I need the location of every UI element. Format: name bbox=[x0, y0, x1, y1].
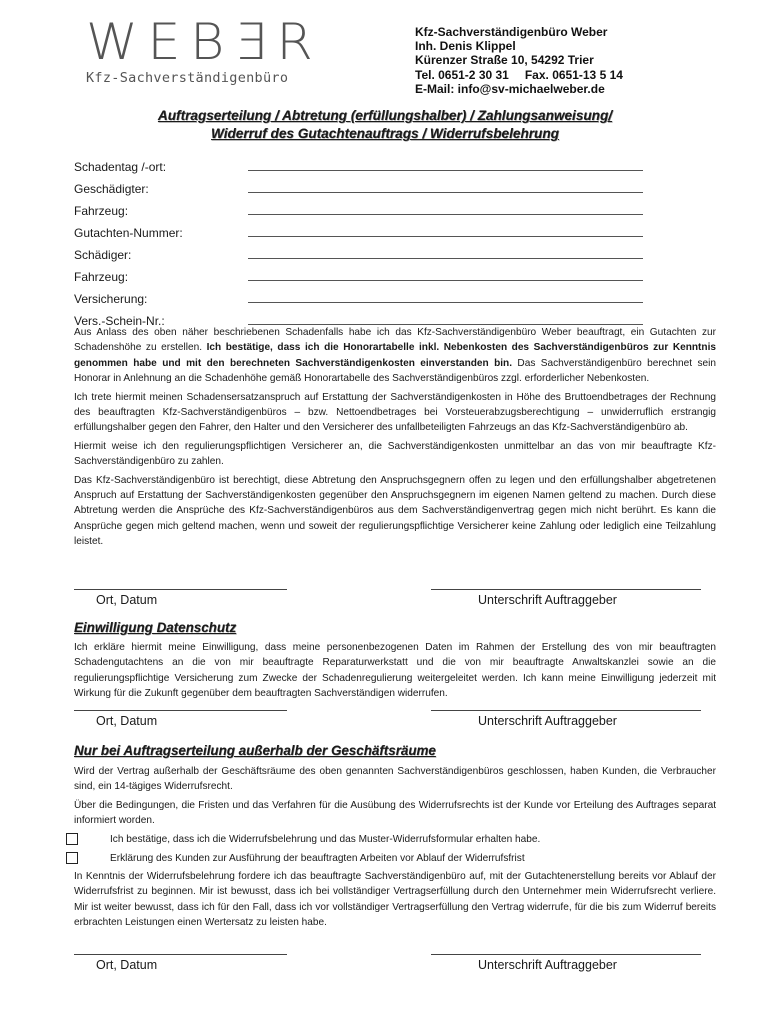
offsite-paragraph-2: Über die Bedingungen, die Fristen und das Verfahren für die Ausübung des Widerrufsrechts ist der Kunde vor Erteilung des Auftrages separat informiert worden. bbox=[74, 799, 716, 827]
paragraph-assignment: Ich trete hiermit meinen Schadensersatzanspruch auf Erstattung der Sachverständigenkosten in Höhe des Bruttoendbetrages der Rechnung des beauftragten Kfz-Sachverständigenbüros – bzw. Nettoendbetrages bei Vorsteuerabzugsberechtigung – unwiderruflich erstrangig erfüllungshalber gegen den Fahrer, den Halter und den Versicherer des unfallbeteiligten Fahrzeugs an das Kfz-Sachverständigenbüro ab. bbox=[74, 391, 716, 434]
text-span: Das Sachverständigenbüro berechnet sein Honorar in Anlehnung an die Schadenhöhe gemäß Honorartabelle des Sachverständigenbüros zzgl. erforderlicher Nebenkosten. bbox=[74, 357, 716, 385]
field-row bbox=[74, 174, 694, 196]
signature-line[interactable] bbox=[431, 589, 701, 590]
field-label: Versicherung: bbox=[74, 292, 148, 306]
field-label: Fahrzeug: bbox=[74, 270, 129, 284]
assignment-text bbox=[74, 325, 716, 553]
field-row bbox=[74, 152, 694, 174]
field-label: Geschädigter: bbox=[74, 182, 149, 196]
text-span-bold: Ich bestätige, dass ich die Honorartabelle inkl. Nebenkosten des Sachverständigenbüros zur Kenntnis genommen habe und mit den berechneten Sachverständigenkosten einverstanden bin. bbox=[74, 342, 716, 369]
title-line-2: Widerruf des Gutachtenauftrags / Widerrufsbelehrung bbox=[211, 126, 559, 141]
signature-row-3 bbox=[74, 954, 704, 984]
confirmation-checkbox[interactable] bbox=[66, 833, 78, 845]
paragraph-payment-instruction: Hiermit weise ich den regulierungspflichtigen Versicherer an, die Sachverständigenkosten unmittelbar an das von mir beauftragte Kfz-Sachverständigenbüro zu zahlen. bbox=[74, 440, 716, 468]
logo-wordmark: WEBƎR bbox=[86, 13, 323, 71]
phone-number: Tel. 0651-2 30 31 bbox=[415, 67, 509, 82]
privacy-text: Ich erkläre hiermit meine Einwilligung, dass meine personenbezogenen Daten im Rahmen der Erstellung des von mir beauftragten Schadengutachtens an die von mir beauftragte Reparaturwerkstatt und die von mir beauftragte Anwaltskanzlei sowie an die regulierungspflichtige Versicherung zum Zwecke der Schadenregulierung weitergeleitet werden. Ich kann meine Einwilligung jederzeit mit Wirkung für die Zukunft gegenüber dem beauftragten Sachverständigen widerrufen. bbox=[74, 642, 716, 700]
field-input-line[interactable] bbox=[248, 202, 643, 215]
street-address: Kürenzer Straße 10, 54292 Trier bbox=[415, 53, 594, 68]
document-title bbox=[0, 107, 770, 143]
field-input-line[interactable] bbox=[248, 312, 643, 325]
field-row bbox=[74, 196, 694, 218]
field-input-line[interactable] bbox=[248, 290, 643, 303]
field-row bbox=[74, 284, 694, 306]
owner-name: Inh. Denis Klippel bbox=[415, 39, 516, 54]
offsite-paragraph-1: Wird der Vertrag außerhalb der Geschäftsräume des oben genannten Sachverständigenbüros geschlossen, haben Kunden, die Verbraucher sind, ein 14-tägiges Widerrufsrecht. bbox=[74, 766, 716, 793]
privacy-text-block bbox=[74, 640, 716, 705]
checkbox-row-2 bbox=[66, 852, 525, 864]
field-input-line[interactable] bbox=[248, 268, 643, 281]
checkbox-label: Ich bestätige, dass ich die Widerrufsbelehrung und das Muster-Widerrufsformular erhalten habe. bbox=[110, 833, 541, 845]
field-label: Gutachten-Nummer: bbox=[74, 226, 183, 240]
offsite-text-block bbox=[74, 764, 716, 832]
place-date-label: Ort, Datum bbox=[96, 958, 158, 972]
checkbox-label: Erklärung des Kunden zur Ausführung der beauftragten Arbeiten vor Ablauf der Widerrufsfrist bbox=[110, 852, 525, 864]
field-row bbox=[74, 218, 694, 240]
field-label: Schädiger: bbox=[74, 248, 132, 262]
contact-phone-row bbox=[415, 68, 623, 82]
place-date-line[interactable] bbox=[74, 954, 287, 955]
privacy-heading: Einwilligung Datenschutz bbox=[74, 620, 237, 635]
paragraph-disclosure: Das Kfz-Sachverständigenbüro ist berechtigt, diese Abtretung den Anspruchsgegnern offen zu legen und den erfüllungshalber abgetretenen Anspruch auf Erstattung der Sachverständigenkosten gegenüber den Anspruchsgegnern im eigenen Namen geltend zu machen. Durch diese Abtretung werden die Ansprüche des Kfz-Sachverständigenbüros aus dem Sachverständigenvertrag gegen mich nicht berührt. Es kann die Ansprüche gegen mich geltend machen, wenn und soweit der regulierungspflichtige Versicherer keine Zahlung oder lediglich eine Teilzahlung leistet. bbox=[74, 474, 716, 548]
email-address: E-Mail: info@sv-michaelweber.de bbox=[415, 81, 605, 96]
company-name: Kfz-Sachverständigenbüro Weber bbox=[415, 25, 608, 39]
place-date-line[interactable] bbox=[74, 589, 287, 590]
offsite-paragraph-3: In Kenntnis der Widerrufsbelehrung fordere ich das beauftragte Sachverständigenbüro auf, mit der Gutachtenerstellung bereits vor Ablauf der Widerrufsfrist zu beginnen. Mir ist bewusst, dass ich bei vollständiger Vertragserfüllung durch den Unternehmer mein Widerrufsrecht verliere. Mir ist weiter bewusst, dass ich für den Fall, dass ich vor vollständiger Vertragserfüllung den Vertrag widerrufe, für die bis zum Widerruf bereits erbrachten Leistungen einen Wertersatz zu leisten habe. bbox=[74, 871, 716, 929]
title-line-1: Auftragserteilung / Abtretung (erfüllungshalber) / Zahlungsanweisung/ bbox=[157, 108, 613, 123]
checkbox-row-1 bbox=[66, 833, 540, 845]
signature-line[interactable] bbox=[431, 710, 701, 711]
field-input-line[interactable] bbox=[248, 158, 643, 171]
field-input-line[interactable] bbox=[248, 224, 643, 237]
offsite-text-block-2 bbox=[74, 869, 716, 934]
early-start-checkbox[interactable] bbox=[66, 852, 78, 864]
text-span: Aus Anlass des oben näher beschriebenen Schadenfalls habe ich das Kfz-Sachverständigenbüro Weber beauftragt, ein Gutachten zur Schadenshöhe zu erstellen. bbox=[74, 327, 716, 354]
client-signature-label: Unterschrift Auftraggeber bbox=[478, 958, 617, 972]
place-date-label: Ort, Datum bbox=[96, 593, 158, 607]
logo-subtitle: Kfz-Sachverständigenbüro bbox=[86, 70, 289, 86]
place-date-line[interactable] bbox=[74, 710, 287, 711]
offsite-heading: Nur bei Auftragserteilung außerhalb der Geschäftsräume bbox=[74, 743, 436, 758]
field-row bbox=[74, 262, 694, 284]
place-date-label: Ort, Datum bbox=[96, 714, 158, 728]
signature-line[interactable] bbox=[431, 954, 701, 955]
company-logo bbox=[86, 13, 323, 86]
client-signature-label: Unterschrift Auftraggeber bbox=[478, 714, 617, 728]
signature-row-1 bbox=[74, 589, 704, 619]
claim-fields bbox=[74, 152, 694, 328]
field-label: Fahrzeug: bbox=[74, 204, 129, 218]
field-input-line[interactable] bbox=[248, 180, 643, 193]
signature-row-2 bbox=[74, 710, 704, 740]
client-signature-label: Unterschrift Auftraggeber bbox=[478, 593, 617, 607]
field-label: Schadentag /-ort: bbox=[74, 160, 167, 174]
field-input-line[interactable] bbox=[248, 246, 643, 259]
paragraph-order bbox=[74, 325, 716, 387]
field-label: Vers.-Schein-Nr.: bbox=[74, 314, 165, 328]
fax-number: Fax. 0651-13 5 14 bbox=[524, 67, 623, 82]
field-row bbox=[74, 240, 694, 262]
address-block bbox=[415, 25, 623, 96]
